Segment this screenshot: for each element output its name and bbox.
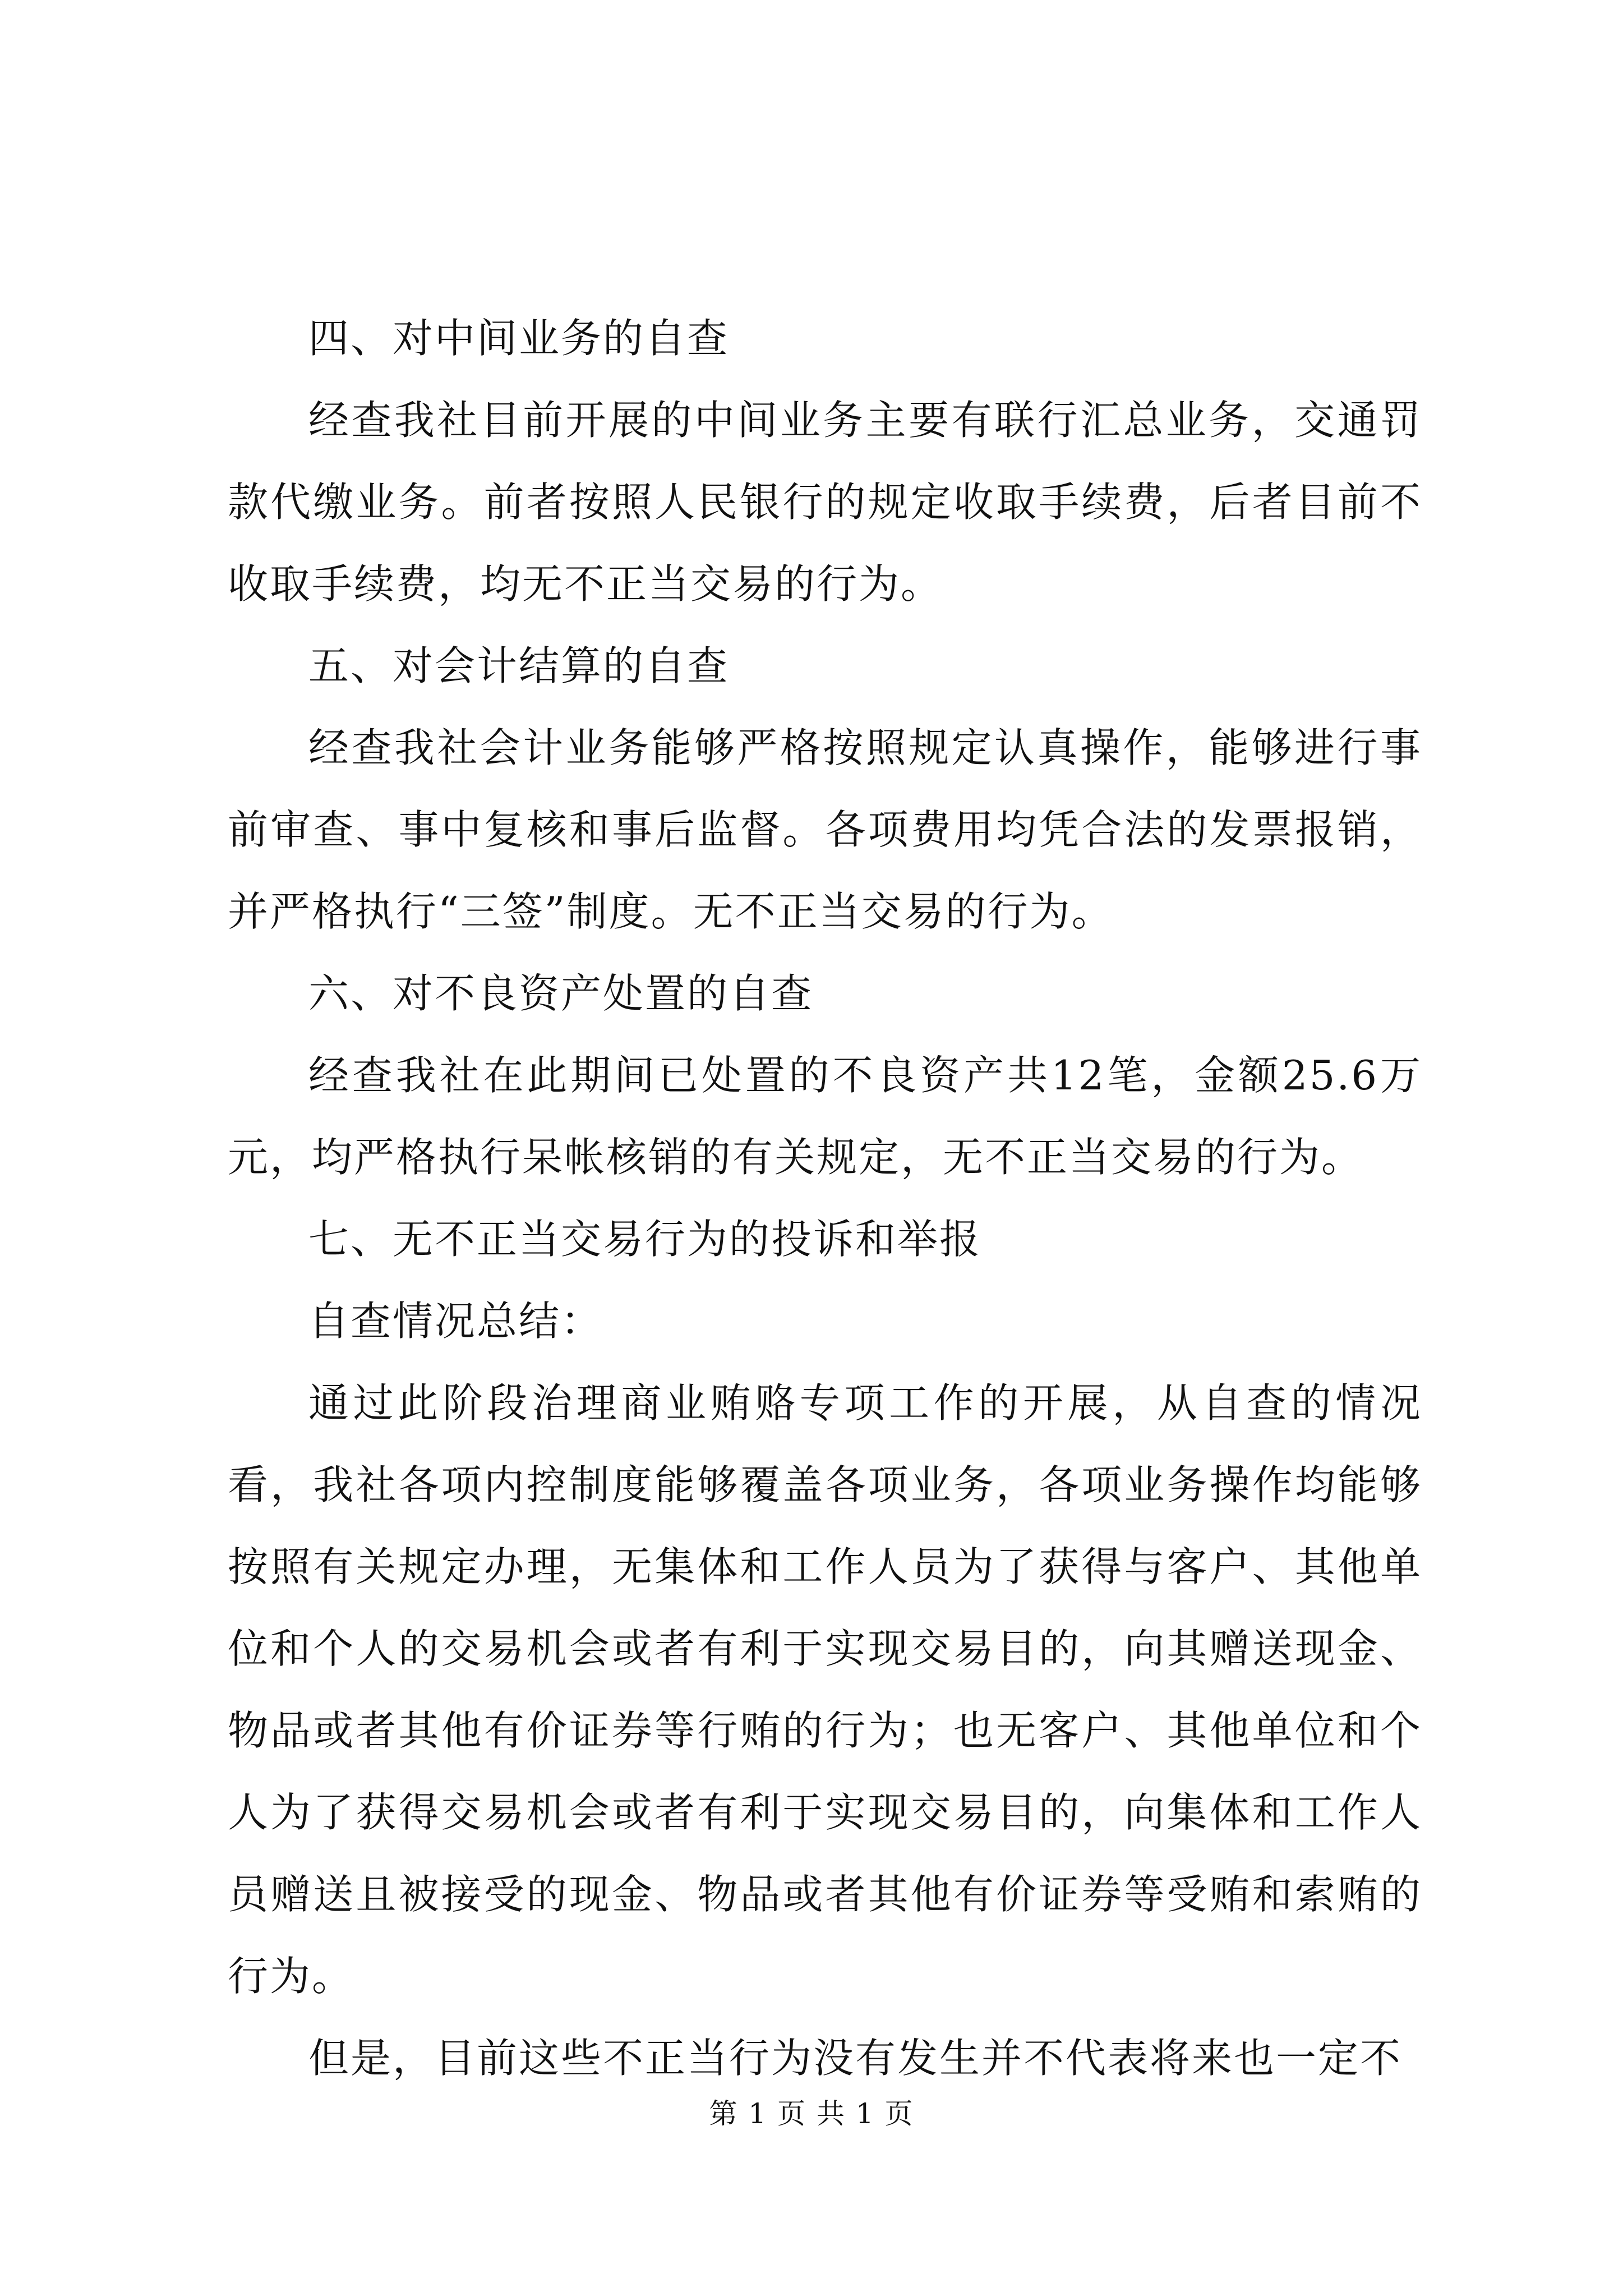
page-footer: 第 1 页 共 1 页: [709, 2097, 914, 2130]
summary-body: 通过此阶段治理商业贿赂专项工作的开展，从自查的情况看，我社各项内控制度能够覆盖各项业务，各项业务操作均能够按照有关规定办理，无集体和工作人员为了获得与客户、其他单位和个人的交易机会或者有利于实现交易目的，向其赠送现金、物品或者其他有价证券等行贿的行为；也无客户、其他单位和个人为了获得交易机会或者有利于实现交易目的，向集体和工作人员赠送且被接受的现金、物品或者其他有价证券等受贿和索贿的行为。: [228, 1379, 1422, 2000]
section-heading-accounting-settlement: 五、对会计结算的自查: [308, 642, 730, 689]
section-heading-intermediary-business: 四、对中间业务的自查: [308, 315, 730, 362]
summary-heading: 自查情况总结：: [308, 1297, 603, 1345]
section-body-intermediary-business: 经查我社目前开展的中间业务主要有联行汇总业务，交通罚款代缴业务。前者按照人民银行的规定收取手续费，后者目前不收取手续费，均无不正当交易的行为。: [228, 397, 1422, 608]
summary-continuation: 但是，目前这些不正当行为没有发生并不代表将来也一定不: [308, 2035, 1403, 2082]
section-body-accounting-settlement: 经查我社会计业务能够严格按照规定认真操作，能够进行事前审查、事中复核和事后监督。各项费用均凭合法的发票报销，并严格执行“三签”制度。无不正当交易的行为。: [228, 724, 1422, 935]
section-heading-nonperforming-assets: 六、对不良资产处置的自查: [308, 970, 814, 1017]
section-body-nonperforming-assets: 经查我社在此期间已处置的不良资产共12笔，金额25.6万元，均严格执行呆帐核销的有关规定，无不正当交易的行为。: [228, 1052, 1422, 1181]
section-heading-complaints: 七、无不正当交易行为的投诉和举报: [308, 1216, 982, 1263]
document-body: [228, 297, 1422, 2099]
